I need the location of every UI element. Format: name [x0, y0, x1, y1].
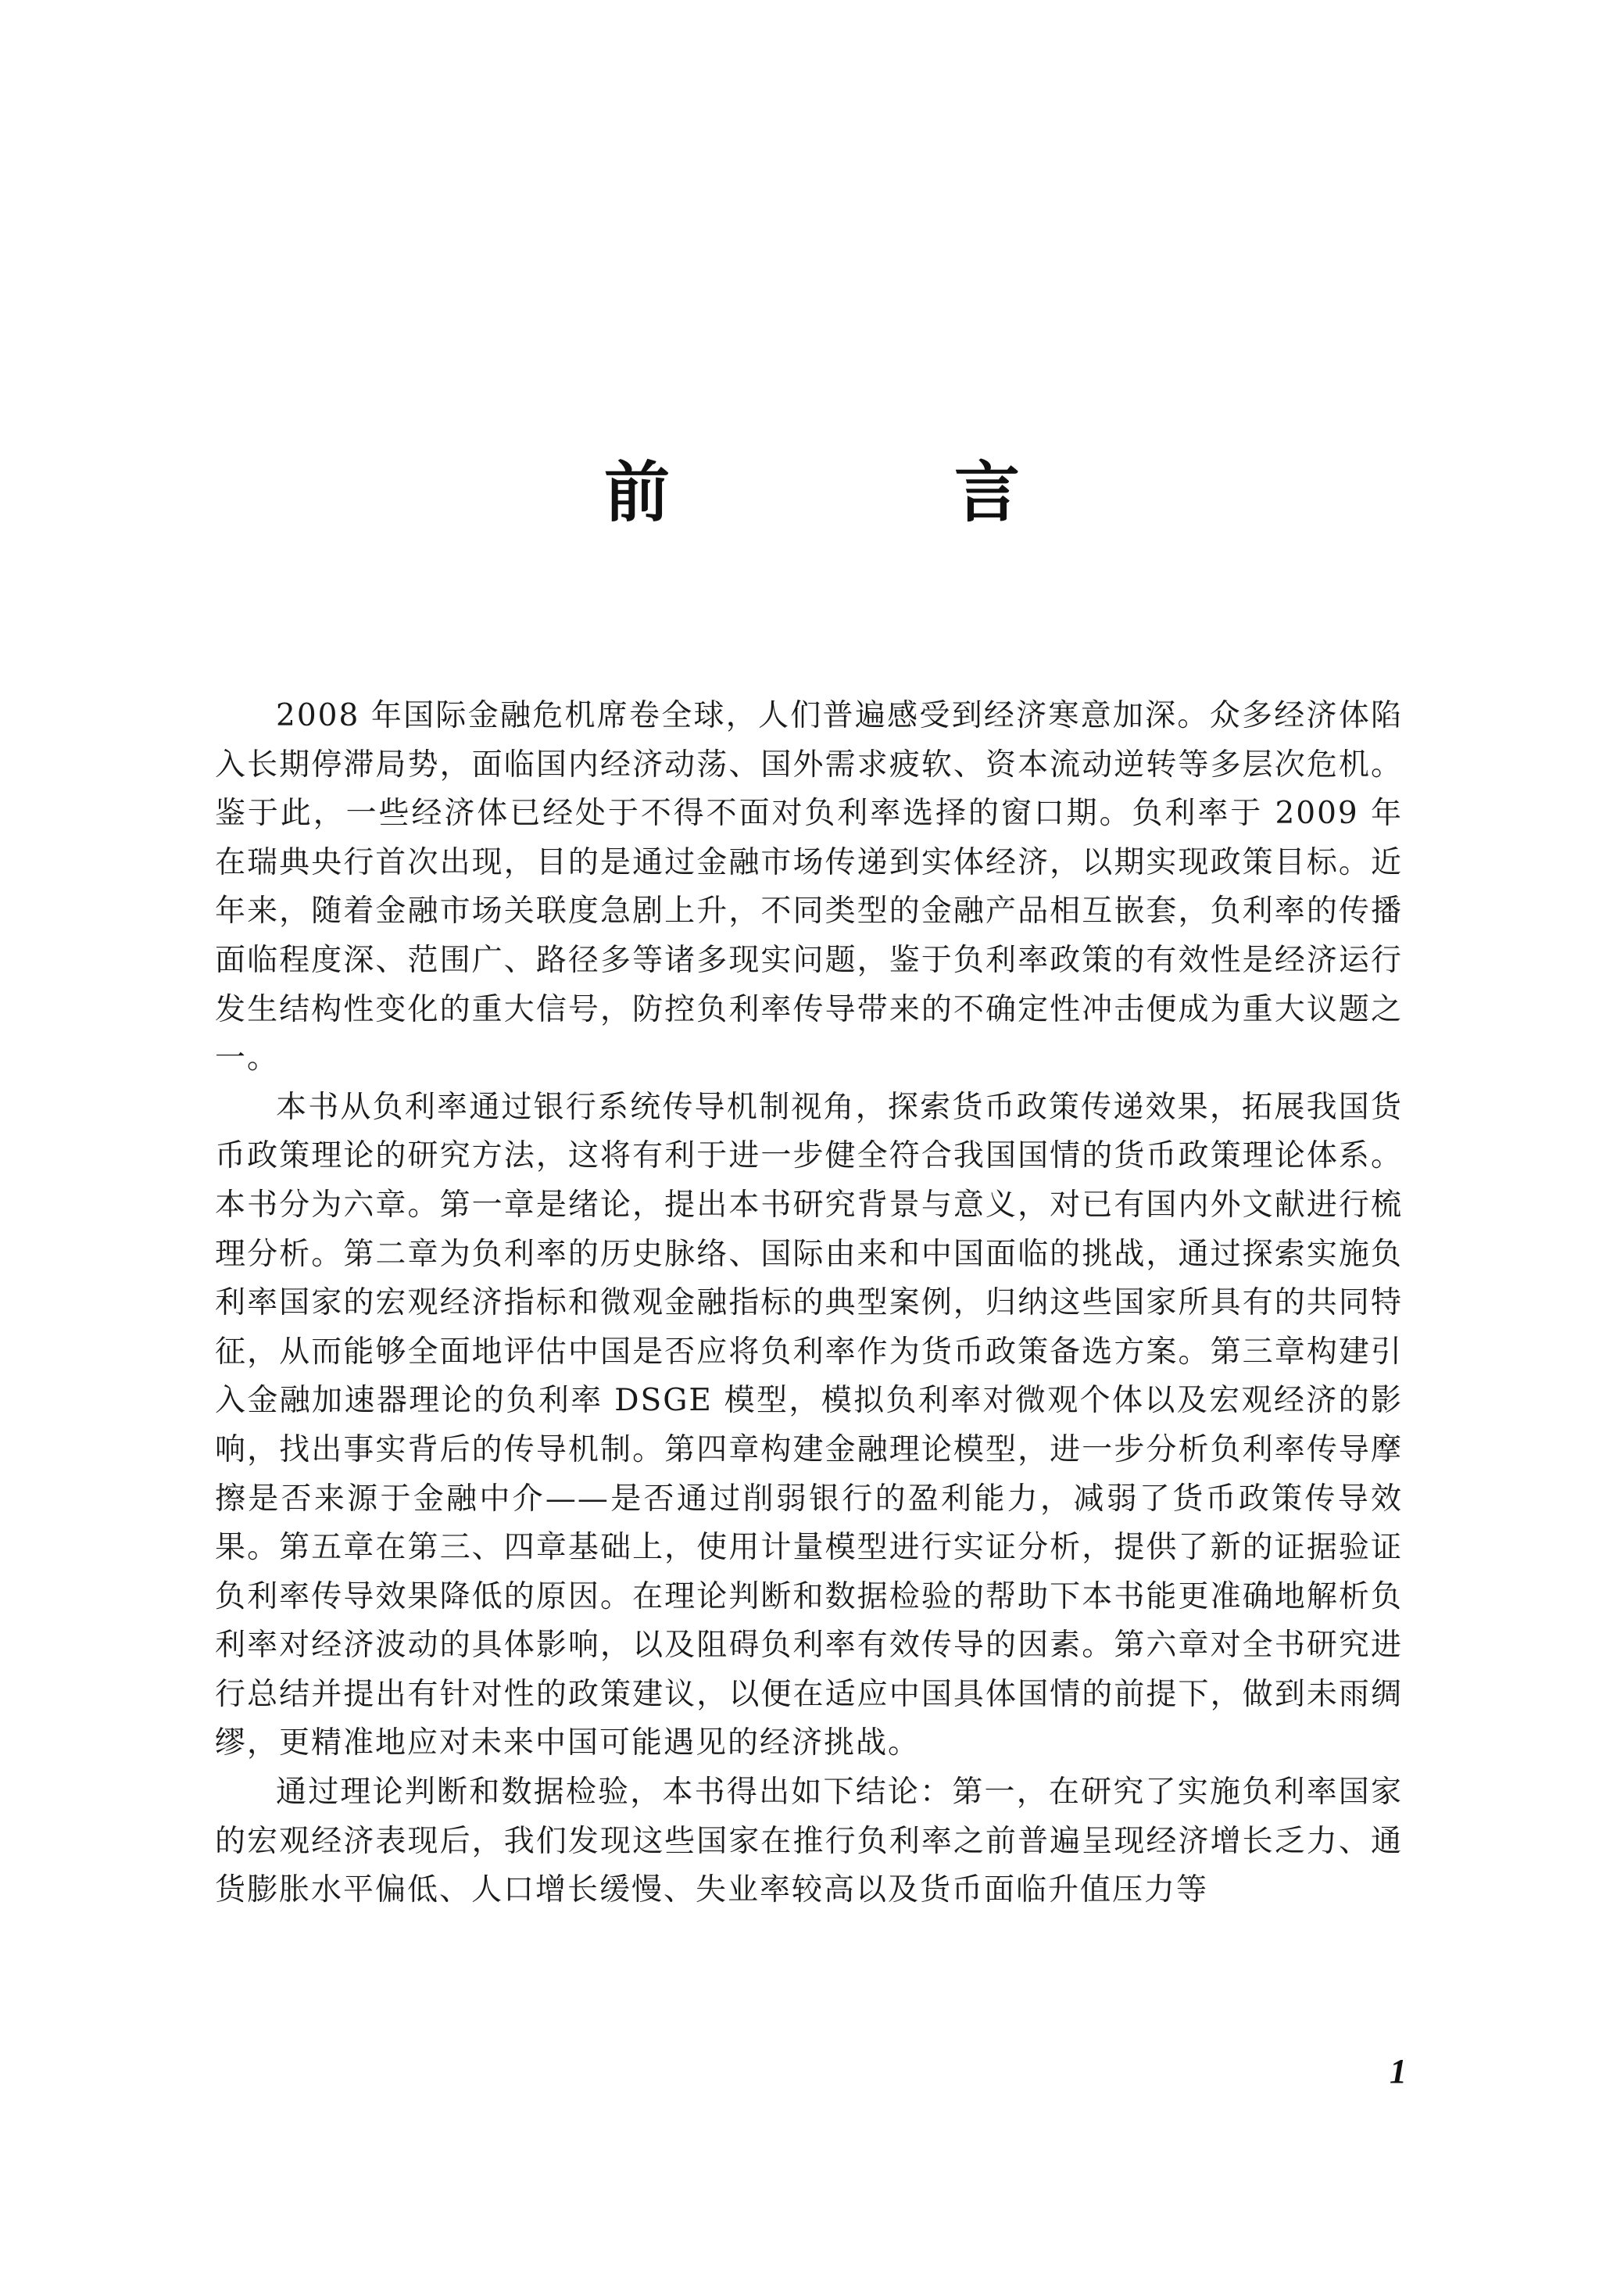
paragraph: 本书从负利率通过银行系统传导机制视角，探索货币政策传递效果，拓展我国货币政策理论的研究方法，这将有利于进一步健全符合我国国情的货币政策理论体系。本书分为六章。第一章是绪论，提出本书研究背景与意义，对已有国内外文献进行梳理分析。第二章为负利率的历史脉络、国际由来和中国面临的挑战，通过探索实施负利率国家的宏观经济指标和微观金融指标的典型案例，归纳这些国家所具有的共同特征，从而能够全面地评估中国是否应将负利率作为货币政策备选方案。第三章构建引入金融加速器理论的负利率 DSGE 模型，模拟负利率对微观个体以及宏观经济的影响，找出事实背后的传导机制。第四章构建金融理论模型，进一步分析负利率传导摩擦是否来源于金融中介——是否通过削弱银行的盈利能力，减弱了货币政策传导效果。第五章在第三、四章基础上，使用计量模型进行实证分析，提供了新的证据验证负利率传导效果降低的原因。在理论判断和数据检验的帮助下本书能更准确地解析负利率对经济波动的具体影响，以及阻碍负利率有效传导的因素。第六章对全书研究进行总结并提出有针对性的政策建议，以便在适应中国具体国情的前提下，做到未雨绸缪，更精准地应对未来中国可能遇见的经济挑战。 — [215, 1089, 1403, 1761]
preface-body — [215, 692, 1403, 1915]
paragraph: 通过理论判断和数据检验，本书得出如下结论：第一，在研究了实施负利率国家的宏观经济表现后，我们发现这些国家在推行负利率之前普遍呈现经济增长乏力、通货膨胀水平偏低、人口增长缓慢、失业率较高以及货币面临升值压力等 — [215, 1775, 1403, 1908]
page-title: 前 言 — [603, 453, 1129, 531]
page-number: 1 — [1390, 2052, 1407, 2090]
paragraph: 2008 年国际金融危机席卷全球，人们普遍感受到经济寒意加深。众多经济体陷入长期停滞局势，面临国内经济动荡、国外需求疲软、资本流动逆转等多层次危机。鉴于此，一些经济体已经处于不得不面对负利率选择的窗口期。负利率于 2009 年在瑞典央行首次出现，目的是通过金融市场传递到实体经济，以期实现政策目标。近年来，随着金融市场关联度急剧上升，不同类型的金融产品相互嵌套，负利率的传播面临程度深、范围广、路径多等诸多现实问题，鉴于负利率政策的有效性是经济运行发生结构性变化的重大信号，防控负利率传导带来的不确定性冲击便成为重大议题之一。 — [215, 698, 1403, 1076]
